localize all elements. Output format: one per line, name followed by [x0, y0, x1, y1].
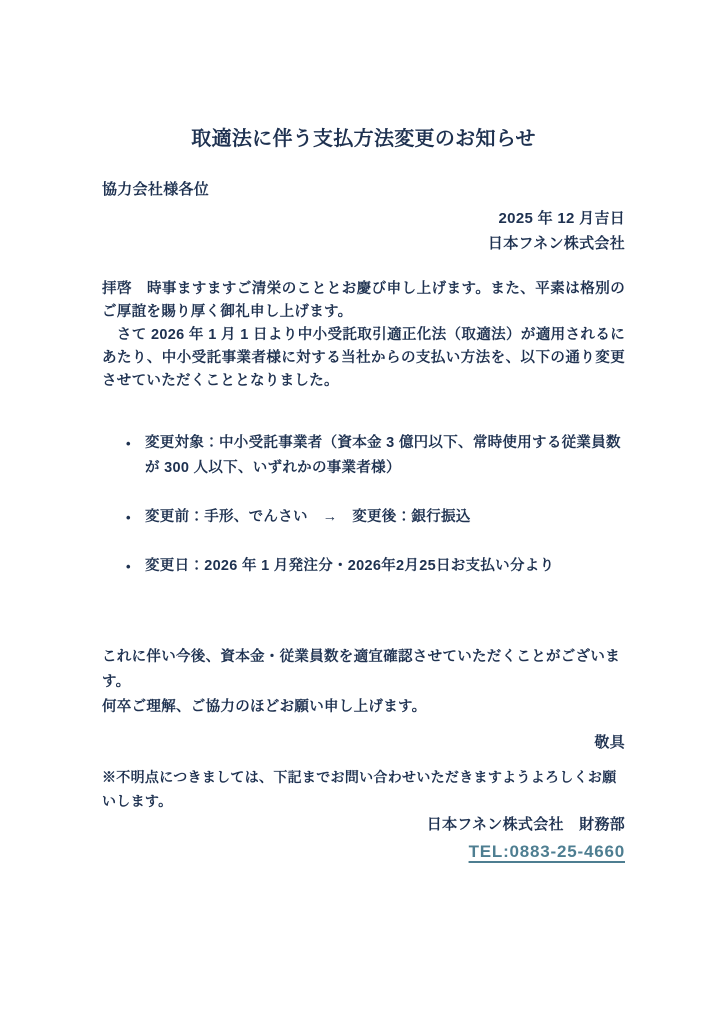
body-text-block — [102, 278, 625, 393]
date-company-block — [102, 206, 625, 256]
tel-link[interactable]: TEL:0883-25-4660 — [468, 842, 625, 861]
recipient-line: 協力会社様各位 — [102, 181, 210, 198]
issuer-company: 日本フネン株式会社 — [487, 235, 625, 252]
change-details-list — [102, 431, 625, 579]
issue-date: 2025 年 12 月吉日 — [498, 210, 625, 227]
list-item-change-target — [126, 431, 625, 481]
signature-department: 日本フネン株式会社 財務部 — [426, 816, 625, 833]
list-item-change-method — [126, 505, 625, 530]
closing-word: 敬具 — [594, 734, 625, 751]
list-item-change-date — [126, 554, 625, 579]
inquiry-note: ※不明点につきましては、下記までお問い合わせいただきますようよろしくお願いします。 — [102, 769, 617, 809]
closing-text-block — [102, 645, 625, 720]
greeting-paragraph: 拝啓 時事ますますご清栄のこととお慶び申し上げます。また、平素は格別のご厚誼を賜り厚く御礼申し上げます。 — [102, 281, 625, 320]
request-paragraph: 何卒ご理解、ご協力のほどお願い申し上げます。 — [102, 699, 427, 715]
page-title: 取適法に伴う支払方法変更のお知らせ — [191, 128, 536, 150]
bullet-icon: • — [126, 559, 131, 574]
list-item-text: 変更前：手形、でんさい → 変更後：銀行振込 — [145, 509, 471, 525]
tel-row — [102, 840, 625, 865]
list-item-text: 変更日：2026 年 1 月発注分・2026年2月25日お支払い分より — [145, 558, 555, 574]
list-item-text: 変更対象：中小受託事業者（資本金 3 億円以下、常時使用する従業員数が 300 人以下、いずれかの事業者様） — [145, 435, 621, 476]
bullet-icon: • — [126, 436, 131, 451]
confirm-paragraph: これに伴い今後、資本金・従業員数を適宜確認させていただくことがございます。 — [102, 649, 620, 690]
notice-paragraph: さて 2026 年 1 月 1 日より中小受託取引適正化法（取適法）が適用されるにあたり、中小受託事業者様に対する当社からの支払い方法を、以下の通り変更させていただくこととなりました。 — [102, 327, 625, 389]
bullet-icon: • — [126, 510, 131, 525]
